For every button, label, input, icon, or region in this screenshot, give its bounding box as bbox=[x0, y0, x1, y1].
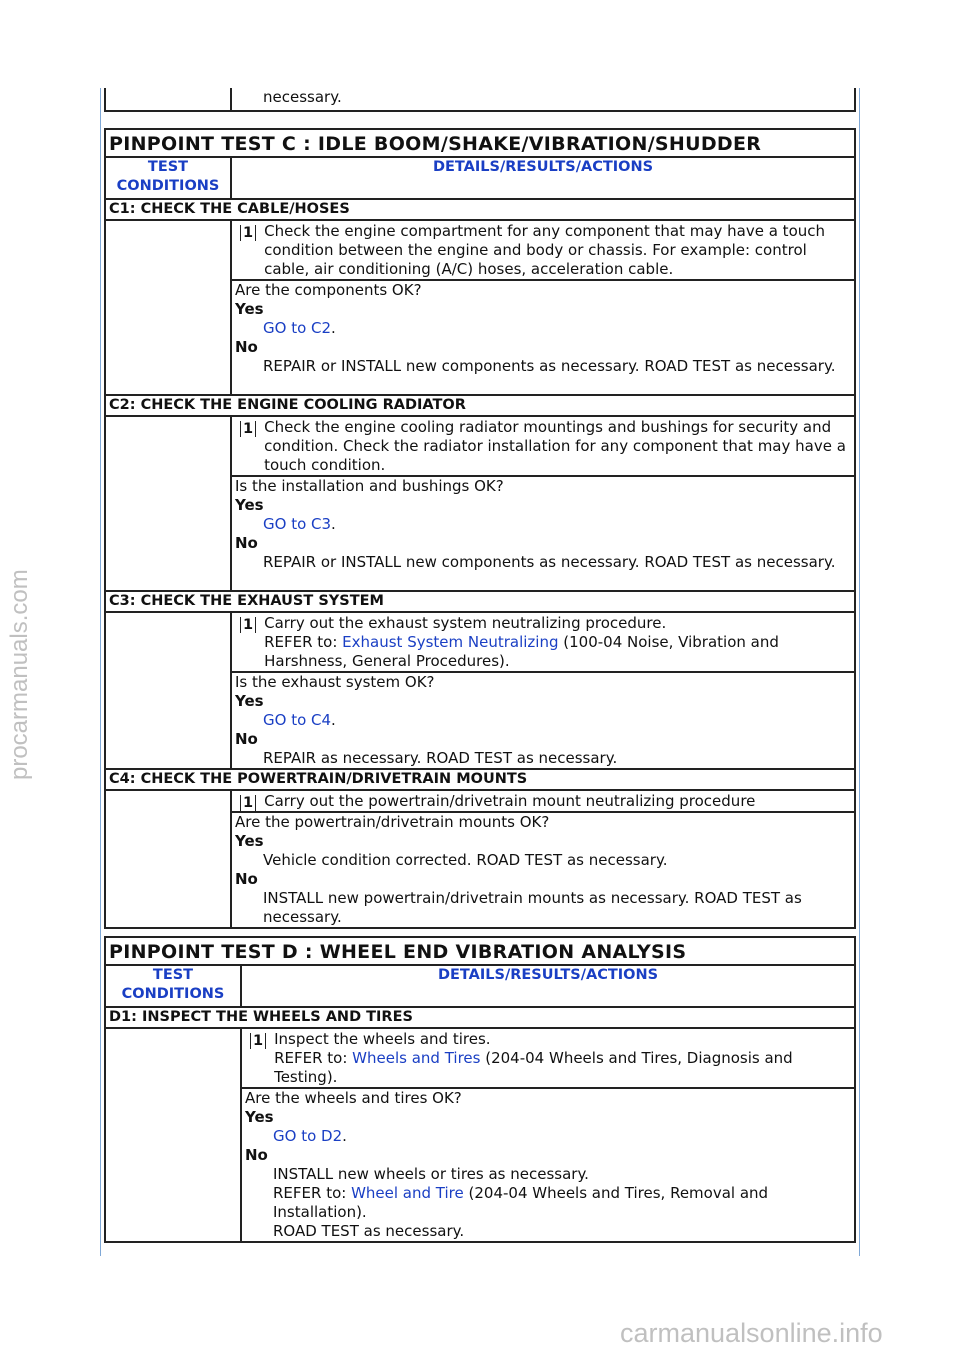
details-results-actions-header: DETAILS/RESULTS/ACTIONS bbox=[241, 965, 855, 1007]
yes-label: Yes bbox=[235, 832, 264, 850]
result-c4 bbox=[231, 812, 855, 928]
no-action-line: INSTALL new wheels or tires as necessary. bbox=[273, 1165, 589, 1183]
question-text: Are the components OK? bbox=[235, 281, 422, 299]
instruction-c4 bbox=[231, 790, 855, 812]
test-conditions-header: TEST CONDITIONS bbox=[105, 157, 231, 199]
fragment-details-cell bbox=[231, 88, 855, 111]
details-results-actions-header: DETAILS/RESULTS/ACTIONS bbox=[231, 157, 855, 199]
instruction-text: Carry out the exhaust system neutralizing procedure. REFER to: Exhaust System Neutralizing (100-04 Noise, Vibration and Harshness, General Procedures). bbox=[264, 614, 779, 670]
side-watermark: procarmanuals.com bbox=[6, 569, 33, 780]
instruction-text: Check the engine cooling radiator mountings and bushings for security and condition. Check the radiator installation for any component that may have a touch condition. bbox=[264, 418, 846, 474]
instruction-text: Inspect the wheels and tires. REFER to: Wheels and Tires (204-04 Wheels and Tires, Diagnosis and Testing). bbox=[274, 1030, 793, 1086]
test-conditions-header: TEST CONDITIONS bbox=[105, 965, 241, 1007]
fragment-text: necessary. bbox=[263, 88, 342, 106]
conditions-cell-c3 bbox=[105, 612, 231, 769]
instruction-d1 bbox=[241, 1028, 855, 1088]
conditions-cell-d1 bbox=[105, 1028, 241, 1242]
go-to-c3-link[interactable]: GO to C3 bbox=[263, 515, 332, 533]
no-action-line: ROAD TEST as necessary. bbox=[273, 1222, 465, 1240]
pinpoint-test-d-table bbox=[104, 936, 856, 1243]
question-text: Is the installation and bushings OK? bbox=[235, 477, 504, 495]
test-c-title: PINPOINT TEST C : IDLE BOOM/SHAKE/VIBRATION/SHUDDER bbox=[105, 129, 855, 157]
step-number-badge: 1 bbox=[240, 421, 256, 437]
instruction-text: Carry out the powertrain/drivetrain mount neutralizing procedure bbox=[264, 792, 756, 810]
page-right-rule bbox=[859, 88, 860, 1256]
test-d-title: PINPOINT TEST D : WHEEL END VIBRATION ANALYSIS bbox=[105, 937, 855, 965]
no-label: No bbox=[235, 338, 258, 356]
result-c2: Is the installation and bushings OK? Yes GO to C3. No REPAIR or INSTALL new components as necessary. ROAD TEST as necessary. bbox=[231, 476, 855, 591]
conditions-cell-c4 bbox=[105, 790, 231, 928]
no-action-text: REPAIR or INSTALL new components as necessary. ROAD TEST as necessary. bbox=[263, 553, 836, 571]
result-c1: Are the components OK? Yes GO to C2. No REPAIR or INSTALL new components as necessary. ROAD TEST as necessary. bbox=[231, 280, 855, 395]
step-heading-c1: C1: CHECK THE CABLE/HOSES bbox=[105, 199, 855, 220]
go-to-c2-link[interactable]: GO to C2 bbox=[263, 319, 332, 337]
result-c3: Is the exhaust system OK? Yes GO to C4. No REPAIR as necessary. ROAD TEST as necessary. bbox=[231, 672, 855, 769]
go-to-d2-link[interactable]: GO to D2 bbox=[273, 1127, 343, 1145]
wheels-and-tires-link[interactable]: Wheels and Tires bbox=[352, 1049, 481, 1067]
yes-label: Yes bbox=[235, 496, 264, 514]
yes-label: Yes bbox=[245, 1108, 274, 1126]
exhaust-system-neutralizing-link[interactable]: Exhaust System Neutralizing bbox=[342, 633, 559, 651]
conditions-cell-c2 bbox=[105, 416, 231, 591]
footer-watermark: carmanualsonline.info bbox=[620, 1318, 883, 1348]
step-number-badge: 1 bbox=[240, 617, 256, 633]
previous-table-fragment bbox=[104, 88, 856, 112]
no-label: No bbox=[235, 534, 258, 552]
no-label: No bbox=[245, 1146, 268, 1164]
yes-action-text: Vehicle condition corrected. ROAD TEST as necessary. bbox=[263, 851, 668, 869]
no-action-text: REPAIR or INSTALL new components as necessary. ROAD TEST as necessary. bbox=[263, 357, 836, 375]
instruction-c3 bbox=[231, 612, 855, 672]
no-label: No bbox=[235, 730, 258, 748]
step-number-badge: 1 bbox=[250, 1033, 266, 1049]
yes-label: Yes bbox=[235, 692, 264, 710]
fragment-conditions-cell bbox=[105, 88, 231, 111]
step-number-badge: 1 bbox=[240, 795, 256, 811]
question-text: Is the exhaust system OK? bbox=[235, 673, 435, 691]
yes-label: Yes bbox=[235, 300, 264, 318]
step-heading-c4: C4: CHECK THE POWERTRAIN/DRIVETRAIN MOUNTS bbox=[105, 769, 855, 790]
step-heading-d1: D1: INSPECT THE WHEELS AND TIRES bbox=[105, 1007, 855, 1028]
question-text: Are the wheels and tires OK? bbox=[245, 1089, 462, 1107]
no-action-text: INSTALL new powertrain/drivetrain mounts as necessary. ROAD TEST as necessary. bbox=[263, 889, 802, 926]
instruction-c2 bbox=[231, 416, 855, 476]
instruction-c1 bbox=[231, 220, 855, 280]
no-label: No bbox=[235, 870, 258, 888]
wheel-and-tire-link[interactable]: Wheel and Tire bbox=[351, 1184, 464, 1202]
instruction-text: Check the engine compartment for any component that may have a touch condition between the engine and body or chassis. For example: control cable, air conditioning (A/C) hoses, acceleration cable. bbox=[264, 222, 826, 278]
no-action-reference: REFER to: Wheel and Tire (204-04 Wheels and Tires, Removal and Installation). bbox=[273, 1184, 769, 1221]
go-to-c4-link[interactable]: GO to C4 bbox=[263, 711, 332, 729]
no-action-text: REPAIR as necessary. ROAD TEST as necessary. bbox=[263, 749, 618, 767]
step-heading-c3: C3: CHECK THE EXHAUST SYSTEM bbox=[105, 591, 855, 612]
step-number-badge: 1 bbox=[240, 225, 256, 241]
result-d1: Are the wheels and tires OK? Yes GO to D2. No INSTALL new wheels or tires as necessary. REFER to: Wheel and Tire (204-04 Wheels and Tires, Removal and Installation). ROAD TEST as necessary. bbox=[241, 1088, 855, 1242]
conditions-cell-c1 bbox=[105, 220, 231, 395]
question-text: Are the powertrain/drivetrain mounts OK? bbox=[235, 813, 550, 831]
step-heading-c2: C2: CHECK THE ENGINE COOLING RADIATOR bbox=[105, 395, 855, 416]
pinpoint-test-c-table bbox=[104, 128, 856, 929]
page-left-rule bbox=[100, 88, 101, 1256]
